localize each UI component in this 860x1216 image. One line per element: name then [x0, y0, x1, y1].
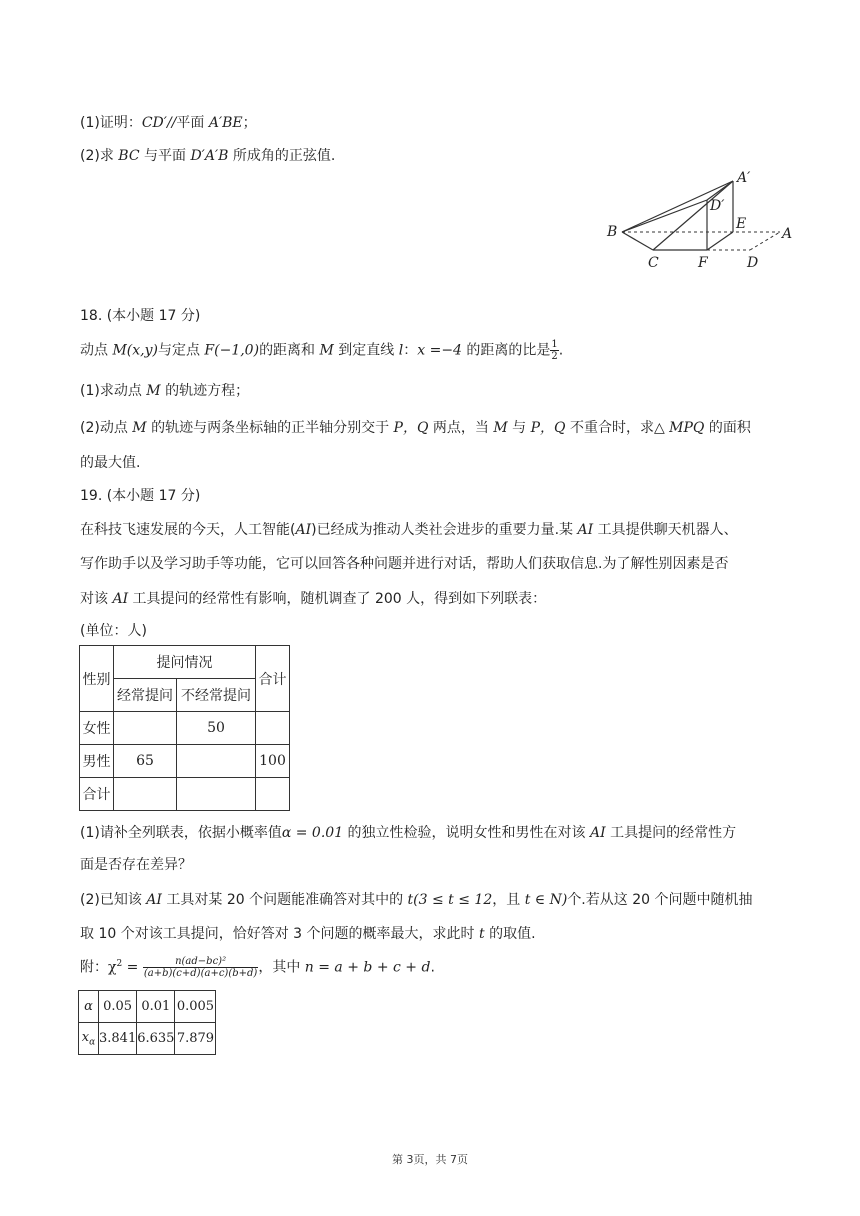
edge-B-Dprime: [622, 200, 707, 232]
math: AI: [577, 522, 594, 538]
row-label: 男性: [80, 745, 114, 778]
text: 工具提问的经常性方: [605, 825, 737, 841]
text: ：: [403, 342, 418, 359]
cell-not-often: [177, 745, 256, 778]
text: 到定直线: [333, 342, 399, 359]
math: α = 0.01: [281, 825, 344, 841]
text: 的轨迹方程；: [160, 383, 250, 399]
text: 写作助手以及学习助手等功能，它可以回答各种问题并进行对话，帮助人们获取信息.为了解性别因素是否: [80, 556, 729, 572]
row-label-alpha: α: [79, 991, 99, 1023]
math: P，Q: [530, 420, 566, 436]
header-gender: 性别: [80, 646, 114, 712]
edge-F-E: [707, 232, 733, 250]
text: 与平面: [139, 148, 191, 164]
text: (1)证明：: [80, 115, 142, 131]
math: AI: [590, 825, 606, 841]
header-often: 经常提问: [114, 679, 177, 712]
table-row: [80, 778, 290, 811]
text: 的轨迹与两条坐标轴的正半轴分别交于: [146, 420, 394, 436]
math: D′A′B: [190, 148, 229, 164]
label-C: C: [648, 255, 659, 271]
math: n = a + b + c + d: [304, 959, 431, 976]
header-total: 合计: [256, 646, 290, 712]
contingency-table: [79, 645, 290, 811]
label-A-prime: A′: [737, 170, 751, 186]
critical-value-table: [78, 990, 216, 1055]
text: (1)请补全列联表，依据小概率值: [80, 825, 282, 841]
math: t(3 ≤ t ≤ 12: [407, 892, 493, 908]
q18-header: [80, 305, 200, 325]
text: 的最大值.: [80, 455, 141, 471]
value-cell: 7.879: [175, 1023, 216, 1055]
appendix-formula: [80, 956, 435, 979]
q18-part1: [80, 380, 249, 400]
text: )已经成为推动人类社会进步的重要力量.某: [311, 522, 578, 538]
dashed-D-A: [750, 232, 780, 250]
q18-part2: [80, 417, 751, 437]
text: .: [558, 342, 564, 359]
denominator: 2: [551, 351, 558, 362]
q19-stem-line2: [80, 553, 728, 573]
chi-square-fraction: [143, 956, 258, 979]
cell-total: 100: [256, 745, 290, 778]
math: △ MPQ: [653, 420, 705, 436]
cell-often: [114, 778, 177, 811]
table-row: [80, 712, 290, 745]
math: M(x,y): [112, 342, 158, 359]
row-label: 合计: [80, 778, 114, 811]
label-D-prime: D′: [710, 198, 725, 214]
text: 的独立性检验，说明女性和男性在对该: [343, 825, 591, 841]
label-F: F: [698, 255, 708, 271]
text: 动点: [80, 342, 113, 359]
text: 对该: [80, 591, 113, 607]
cell-total: [256, 712, 290, 745]
text: 工具提问的经常性有影响，随机调查了 200 人，得到如下列联表：: [128, 591, 547, 607]
value-cell: 3.841: [99, 1023, 137, 1055]
q19-part2-cont: [80, 923, 536, 943]
edge-B-C: [622, 232, 653, 250]
text: 附：: [80, 959, 108, 976]
numerator: n(ad−bc)²: [143, 956, 258, 968]
q19-part1-cont: [80, 854, 192, 874]
alpha-cell: 0.005: [175, 991, 216, 1023]
math: AI: [146, 892, 162, 908]
label-E: E: [736, 216, 747, 232]
math: M: [132, 420, 147, 436]
math: M: [493, 420, 508, 436]
math: t ∈ N): [524, 892, 568, 908]
cell-not-often: 50: [177, 712, 256, 745]
cell-often: 65: [114, 745, 177, 778]
text: 工具对某 20 个问题能准确答对其中的: [161, 892, 408, 908]
text: 在科技飞速发展的今天，人工智能(: [80, 522, 296, 538]
text: .: [430, 959, 435, 976]
text: (单位：人): [80, 623, 147, 639]
text: 面是否存在差异？: [80, 857, 192, 873]
row-label: 女性: [80, 712, 114, 745]
text: 工具提供聊天机器人、: [593, 522, 738, 538]
value-cell: 6.635: [137, 1023, 175, 1055]
text: 所成角的正弦值.: [228, 148, 336, 164]
row-label-x-alpha: [79, 1023, 99, 1055]
math: M: [319, 342, 334, 359]
text: 与定点: [157, 342, 205, 359]
math: M: [146, 383, 161, 399]
text: 与: [507, 420, 531, 436]
math: CD′//: [141, 115, 177, 131]
text: ，且: [492, 892, 525, 908]
numerator: 1: [551, 339, 558, 350]
geometry-figure: [600, 165, 800, 275]
text: 19. (本小题 17 分): [80, 488, 201, 504]
math: AI: [295, 522, 312, 538]
math: F(−1,0): [204, 342, 260, 359]
text: ；: [242, 115, 257, 131]
text: 的面积: [704, 420, 751, 436]
math: A′BE: [208, 115, 243, 131]
text: 两点，当: [428, 420, 494, 436]
q19-part1: [80, 822, 736, 842]
table-header-row: [80, 646, 290, 679]
text: (2)动点: [80, 420, 133, 436]
text: ，其中: [258, 959, 305, 976]
cell-not-often: [177, 778, 256, 811]
table-row: [79, 991, 216, 1023]
q19-part2: [80, 889, 752, 909]
label-A: A: [782, 226, 793, 242]
q19-header: [80, 485, 200, 505]
alpha-cell: 0.05: [99, 991, 137, 1023]
chi-symbol: χ: [108, 959, 117, 976]
text: (2)已知该: [80, 892, 147, 908]
q17-part2: [80, 145, 335, 165]
cell-often: [114, 712, 177, 745]
header-group: 提问情况: [114, 646, 256, 679]
math: t: [478, 926, 485, 942]
superscript: 2: [116, 958, 123, 969]
q19-stem-line3: [80, 588, 546, 608]
page-footer: 第 3页，共 7页: [392, 1153, 468, 1166]
text: 个.若从这 20 个问题中随机抽: [567, 892, 753, 908]
math: AI: [112, 591, 129, 607]
cell-total: [256, 778, 290, 811]
math: P，Q: [393, 420, 429, 436]
text: 的取值.: [484, 926, 536, 942]
q18-stem: [80, 339, 563, 362]
equals: =: [122, 959, 143, 976]
text: (2)求: [80, 148, 119, 164]
text: 的距离的比是: [461, 342, 551, 359]
alpha-cell: 0.01: [137, 991, 175, 1023]
math: BC: [118, 148, 140, 164]
table-row: [80, 745, 290, 778]
label-D: D: [747, 255, 759, 271]
q17-part1: [80, 112, 257, 132]
text: 18. (本小题 17 分): [80, 308, 201, 324]
q19-stem-line1: [80, 519, 738, 539]
label-B: B: [607, 224, 618, 240]
math: x =−4: [417, 342, 462, 359]
text: 取 10 个对该工具提问，恰好答对 3 个问题的概率最大，求此时: [80, 926, 479, 942]
text: 不重合时，求: [565, 420, 654, 436]
q18-part2-cont: [80, 452, 140, 472]
denominator: (a+b)(c+d)(a+c)(b+d): [143, 968, 258, 979]
text: 的距离和: [259, 342, 320, 359]
x-symbol: x: [81, 1029, 90, 1045]
subscript: α: [89, 1037, 96, 1048]
table-row: [79, 1023, 216, 1055]
header-not-often: 不经常提问: [177, 679, 256, 712]
ratio-fraction: [550, 339, 558, 362]
math: l: [398, 342, 404, 359]
text: (1)求动点: [80, 383, 147, 399]
text: 平面: [176, 115, 209, 131]
q19-unit: [80, 620, 147, 640]
